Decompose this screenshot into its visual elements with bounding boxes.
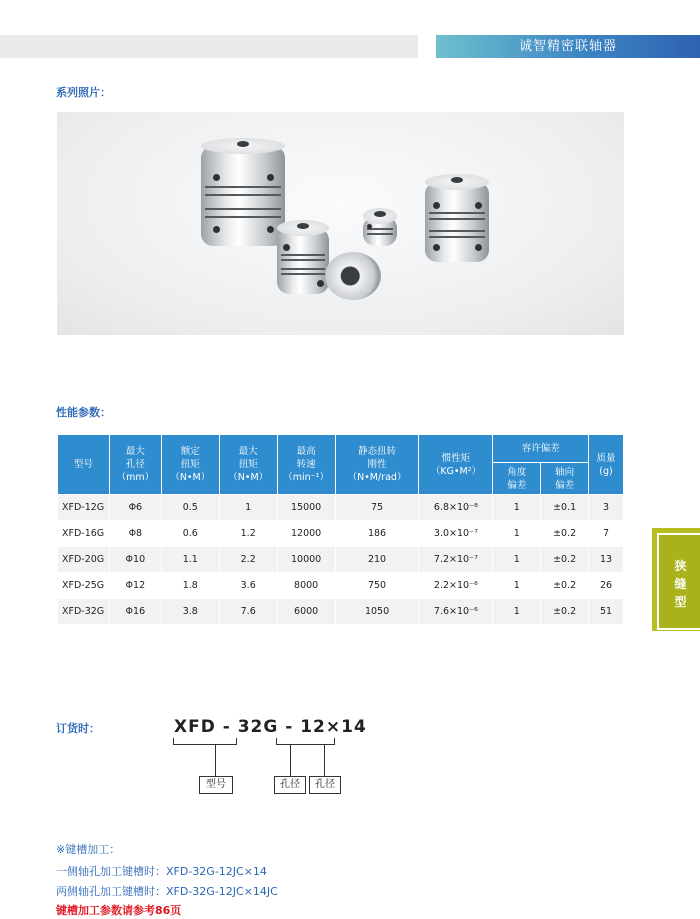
table-cell: 186 [335, 521, 419, 547]
table-cell: 1 [493, 547, 541, 573]
header-max-bore: 最大 孔径 （mm） [109, 435, 161, 495]
table-cell: 1 [493, 599, 541, 625]
table-row [58, 599, 624, 625]
coupling-small-back [363, 216, 397, 246]
header-axial-deviation: 轴向 偏差 [541, 463, 589, 495]
table-cell: 13 [589, 547, 624, 573]
table-cell: 7.6 [219, 599, 277, 625]
header-title: 诚智精密联轴器 [436, 35, 700, 58]
table-cell: 15000 [277, 495, 335, 521]
table-cell: ±0.2 [541, 547, 589, 573]
order-label-model: 型号 [199, 776, 233, 794]
order-connector-model [215, 744, 216, 776]
table-cell: XFD-32G [58, 599, 110, 625]
header-mass: 质量 (g) [589, 435, 624, 495]
product-photo [57, 112, 624, 335]
keyway-note-title: ※键槽加工： [56, 843, 121, 856]
order-bracket-model [173, 738, 237, 745]
table-cell: 26 [589, 573, 624, 599]
coupling-front-tilted [325, 252, 381, 300]
side-tab-char: 缝 [674, 577, 687, 591]
table-cell: 3.8 [161, 599, 219, 625]
table-cell: 0.5 [161, 495, 219, 521]
table-cell: 6000 [277, 599, 335, 625]
header-model: 型号 [58, 435, 110, 495]
table-cell: 210 [335, 547, 419, 573]
table-cell: ±0.2 [541, 521, 589, 547]
table-cell: 2.2×10⁻⁶ [419, 573, 493, 599]
coupling-large-right [425, 182, 489, 262]
keyway-note-reference: 键槽加工参数请参考86页 [56, 904, 182, 917]
section-title-performance: 性能参数： [56, 406, 111, 419]
table-cell: 51 [589, 599, 624, 625]
table-cell: 1050 [335, 599, 419, 625]
table-cell: 1.1 [161, 547, 219, 573]
header-rated-torque: 额定 扭矩 （N•M） [161, 435, 219, 495]
table-cell: ±0.1 [541, 495, 589, 521]
table-row [58, 495, 624, 521]
table-cell: 0.6 [161, 521, 219, 547]
order-connector-bore2 [324, 744, 325, 776]
header-angle-deviation: 角度 偏差 [493, 463, 541, 495]
table-cell: Φ12 [109, 573, 161, 599]
section-title-ordering: 订货时： [56, 722, 100, 735]
table-cell: 7 [589, 521, 624, 547]
header-max-torque: 最大 扭矩 （N•M） [219, 435, 277, 495]
table-cell: 7.2×10⁻⁷ [419, 547, 493, 573]
table-cell: 12000 [277, 521, 335, 547]
section-title-photos: 系列照片： [56, 86, 111, 99]
header-gray-bar [0, 35, 418, 58]
header-static-stiffness: 静态扭转 刚性 （N•M/rad） [335, 435, 419, 495]
order-label-bore1: 孔径 [274, 776, 306, 794]
table-cell: 2.2 [219, 547, 277, 573]
order-code: XFD - 32G - 12×14 [174, 717, 367, 737]
table-row [58, 573, 624, 599]
table-cell: 3.6 [219, 573, 277, 599]
table-row [58, 521, 624, 547]
coupling-medium [277, 228, 329, 294]
table-cell: ±0.2 [541, 573, 589, 599]
keyway-note-two-sides: 两侧轴孔加工键槽时：XFD-32G-12JC×14JC [56, 885, 278, 898]
table-cell: XFD-16G [58, 521, 110, 547]
table-cell: 75 [335, 495, 419, 521]
table-cell: Φ10 [109, 547, 161, 573]
table-cell: 6.8×10⁻⁸ [419, 495, 493, 521]
table-cell: 3 [589, 495, 624, 521]
table-cell: Φ8 [109, 521, 161, 547]
table-cell: XFD-25G [58, 573, 110, 599]
header-tolerance: 容许偏差 [493, 435, 589, 463]
table-cell: Φ6 [109, 495, 161, 521]
table-cell: XFD-12G [58, 495, 110, 521]
table-cell: 1 [493, 573, 541, 599]
table-cell: 7.6×10⁻⁶ [419, 599, 493, 625]
table-cell: 1 [493, 495, 541, 521]
performance-table [57, 434, 624, 625]
table-cell: XFD-20G [58, 547, 110, 573]
order-label-bore2: 孔径 [309, 776, 341, 794]
order-connector-bore1 [290, 744, 291, 776]
keyway-note-one-side: 一侧轴孔加工键槽时：XFD-32G-12JC×14 [56, 865, 267, 878]
table-cell: 10000 [277, 547, 335, 573]
table-cell: 1.8 [161, 573, 219, 599]
header-max-speed: 最高 转速 （min⁻¹） [277, 435, 335, 495]
table-row [58, 547, 624, 573]
table-cell: 750 [335, 573, 419, 599]
table-cell: 8000 [277, 573, 335, 599]
side-tab-slit-type [652, 528, 700, 631]
table-cell: 3.0×10⁻⁷ [419, 521, 493, 547]
table-cell: 1 [219, 495, 277, 521]
side-tab-char: 狭 [674, 559, 687, 573]
side-tab-char: 型 [674, 595, 687, 609]
table-cell: Φ16 [109, 599, 161, 625]
table-cell: 1 [493, 521, 541, 547]
order-bracket-bore [276, 738, 335, 745]
table-cell: 1.2 [219, 521, 277, 547]
table-cell: ±0.2 [541, 599, 589, 625]
header-inertia: 惯性矩 （KG•M²） [419, 435, 493, 495]
coupling-large-left [201, 146, 285, 246]
